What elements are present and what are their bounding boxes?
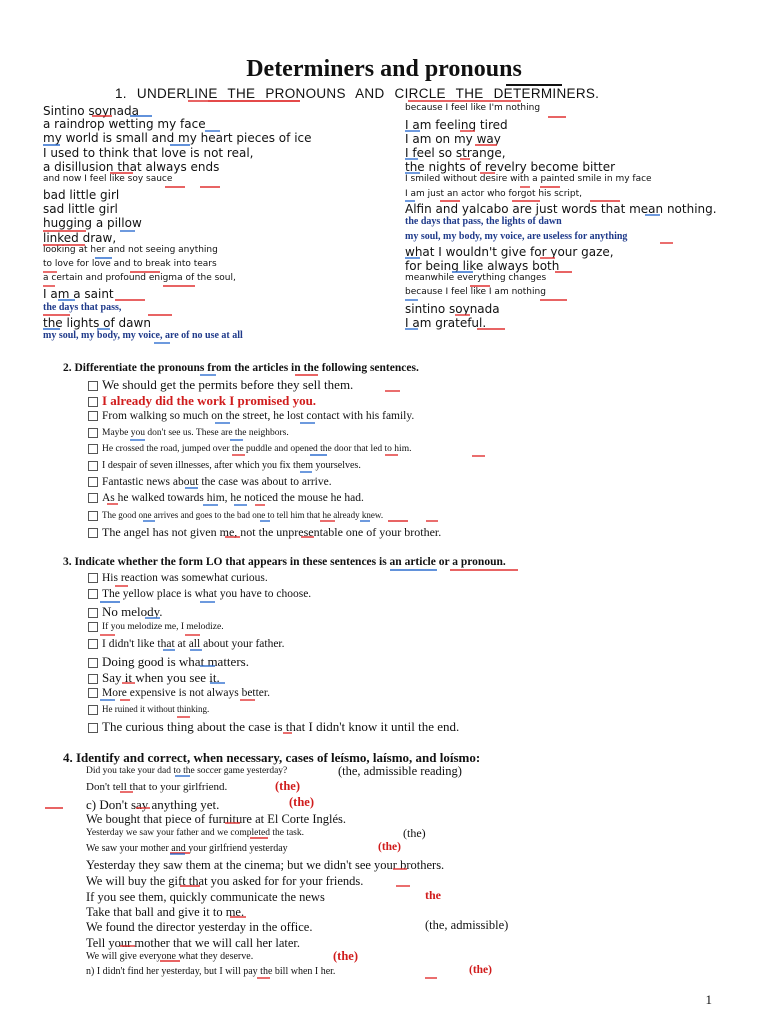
exercise-item-text: The yellow place is what you have to choose. (102, 588, 312, 600)
poem-line: my soul, my body, my voice, are useless for anything (405, 231, 628, 242)
checkbox-icon (88, 493, 98, 503)
checkbox-icon (88, 397, 98, 407)
poem-line: sad little girl (43, 202, 118, 216)
poem-line: a certain and profound enigma of the soul, (43, 273, 236, 283)
exercise-item (88, 510, 383, 521)
poem-line: I feel so strange, (405, 146, 506, 160)
exercise-item-text: No melody. (102, 604, 163, 619)
checkbox-icon (88, 411, 98, 421)
exercise-item (88, 687, 270, 699)
exercise-item (88, 654, 249, 670)
correction-item: Tell your mother that we will call her later. (86, 936, 300, 950)
checkbox-icon (88, 608, 98, 618)
poem-line: meanwhile everything changes (405, 273, 547, 283)
correction-item: We will give everyone what they deserve. (86, 951, 254, 962)
correction-note: (the, admissible reading) (338, 764, 462, 778)
poem-line: I am just an actor who forgot his script, (405, 189, 583, 199)
exercise-item-text: Doing good is what matters. (102, 654, 249, 669)
exercise-item (88, 604, 163, 620)
exercise-item-text: We should get the permits before they sell them. (102, 377, 354, 392)
correction-item: Don't tell that to your girlfriend. (86, 781, 228, 793)
exercise-item-text: The curious thing about the case is that I didn't know it until the end. (102, 719, 460, 734)
poem-line: I am feeling tired (405, 118, 508, 132)
exercise-item (88, 492, 364, 504)
exercise-item (88, 704, 209, 715)
exercise-item-text: He crossed the road, jumped over the puddle and opened the door that led to him. (102, 444, 412, 455)
exercise-item (88, 377, 353, 393)
exercise-item-text: His reaction was somewhat curious. (102, 572, 268, 584)
checkbox-icon (88, 461, 98, 471)
correction-item: c) Don't say anything yet. (86, 797, 220, 812)
checkbox-icon (88, 723, 98, 733)
checkbox-icon (88, 381, 98, 391)
correction-note: (the) (469, 964, 492, 976)
exercise-item-text: Fantastic news about the case was about to arrive. (102, 476, 332, 488)
exercise-item-text: Maybe you don't see us. These are the neighbors. (102, 428, 289, 439)
page-number: 1 (705, 992, 712, 1007)
exercise-item (88, 572, 268, 584)
exercise-item-text: The angel has not given me, not the unpresentable one of your brother. (102, 525, 442, 539)
exercise-item-text: The good one arrives and goes to the bad one to tell him that he already knew. (102, 510, 384, 520)
exercise-item (88, 719, 459, 735)
poem-line: I am on my way (405, 132, 501, 146)
section-2-heading: 2. Differentiate the pronouns from the articles in the following sentences. (63, 362, 419, 374)
correction-item: We found the director yesterday in the office. (86, 920, 313, 934)
poem-line: the days that pass, the lights of dawn (405, 216, 562, 227)
poem-line: my world is small and my heart pieces of ice (43, 131, 312, 145)
section-3-heading: 3. Indicate whether the form LO that appears in these sentences is an article or a pronoun. (63, 556, 506, 568)
correction-item: Yesterday they saw them at the cinema; but we didn't see your brothers. (86, 858, 445, 872)
checkbox-icon (88, 528, 98, 538)
checkbox-icon (88, 428, 98, 438)
exercise-item (88, 670, 220, 686)
exercise-item-text: I didn't like that at all about your father. (102, 638, 285, 650)
poem-line: for being like always both (405, 259, 560, 273)
correction-note: (the) (403, 826, 426, 840)
correction-item: We saw your mother and your girlfriend yesterday (86, 843, 288, 854)
poem-line: the lights of dawn (43, 316, 151, 330)
checkbox-icon (88, 705, 98, 715)
exercise-item (88, 428, 289, 438)
exercise-1-instruction: 1. UNDERLINE THE PRONOUNS AND CIRCLE THE DETERMINERS. (115, 86, 600, 101)
poem-line: Sintino soynada (43, 104, 139, 118)
exercise-item (88, 444, 411, 454)
correction-item: n) I didn't find her yesterday, but I will pay the bill when I her. (86, 966, 336, 977)
checkbox-icon (88, 622, 98, 632)
exercise-item-text: I already did the work I promised you. (102, 393, 317, 408)
poem-line: my soul, my body, my voice, are of no use at all (43, 330, 243, 341)
poem-line: looking at her and not seeing anything (43, 245, 218, 255)
poem-line: linked draw, (43, 231, 117, 245)
checkbox-icon (88, 573, 98, 583)
poem-line: hugging a pillow (43, 216, 142, 230)
exercise-item (88, 638, 285, 650)
exercise-item (88, 588, 311, 600)
poem-line: Alfin and yalcabo are just words that mean nothing. (405, 202, 717, 216)
checkbox-icon (88, 674, 98, 684)
poem-line: I used to think that love is not real, (43, 146, 254, 160)
exercise-item-text: I despair of seven illnesses, after which you fix them yourselves. (102, 460, 361, 471)
poem-line: the nights of revelry become bitter (405, 160, 616, 174)
section-4-heading: 4. Identify and correct, when necessary, cases of leísmo, laísmo, and loísmo: (63, 750, 481, 765)
exercise-item-text: More expensive is not always better. (102, 687, 270, 699)
poem-line: because I feel like I'm nothing (405, 103, 541, 113)
correction-note: (the) (378, 841, 401, 853)
correction-note: the (425, 888, 441, 902)
correction-item: If you see them, quickly communicate the news (86, 890, 325, 904)
poem-line: to love for love and to break into tears (43, 259, 217, 269)
exercise-item (88, 525, 441, 540)
exercise-item-text: As he walked towards him, he noticed the mouse he had. (102, 492, 364, 504)
correction-item: We will buy the gift that you asked for for your friends. (86, 874, 364, 888)
correction-note: (the) (275, 779, 300, 793)
poem-line: because I feel like I am nothing (405, 287, 546, 297)
checkbox-icon (88, 688, 98, 698)
checkbox-icon (88, 589, 98, 599)
checkbox-icon (88, 658, 98, 668)
poem-line: sintino soynada (405, 302, 500, 316)
checkbox-icon (88, 511, 98, 521)
poem-line: a raindrop wetting my face (43, 117, 206, 131)
exercise-item (88, 410, 414, 422)
exercise-item-text: From walking so much on the street, he lost contact with his family. (102, 410, 415, 422)
checkbox-icon (88, 477, 98, 487)
exercise-item (88, 476, 332, 488)
exercise-item (88, 460, 361, 471)
exercise-item (88, 393, 316, 409)
poem-line: I smiled without desire with a painted smile in my face (405, 174, 652, 184)
correction-item: Take that ball and give it to me. (86, 905, 245, 919)
poem-line: what I wouldn't give for your gaze, (405, 245, 614, 259)
correction-note: (the) (333, 949, 358, 963)
poem-line: and now I feel like soy sauce (43, 174, 173, 184)
correction-note: (the, admissible) (425, 918, 509, 932)
correction-item: Yesterday we saw your father and we completed the task. (86, 828, 304, 838)
exercise-item-text: He ruined it without thinking. (102, 704, 210, 714)
poem-line: I am a saint (43, 287, 114, 301)
exercise-item (88, 622, 224, 632)
poem-line: the days that pass, (43, 302, 122, 313)
correction-item: We bought that piece of furniture at El Corte Inglés. (86, 812, 347, 826)
exercise-item-text: Say it when you see it. (102, 670, 220, 685)
poem-line: a disillusion that always ends (43, 160, 220, 174)
correction-item: Did you take your dad to the soccer game yesterday? (86, 766, 288, 776)
exercise-item-text: If you melodize me, I melodize. (102, 622, 224, 633)
checkbox-icon (88, 444, 98, 454)
page-title: Determiners and pronouns (246, 56, 522, 82)
correction-note: (the) (289, 795, 314, 809)
poem-line: I am grateful. (405, 316, 487, 330)
checkbox-icon (88, 639, 98, 649)
poem-line: bad little girl (43, 188, 120, 202)
